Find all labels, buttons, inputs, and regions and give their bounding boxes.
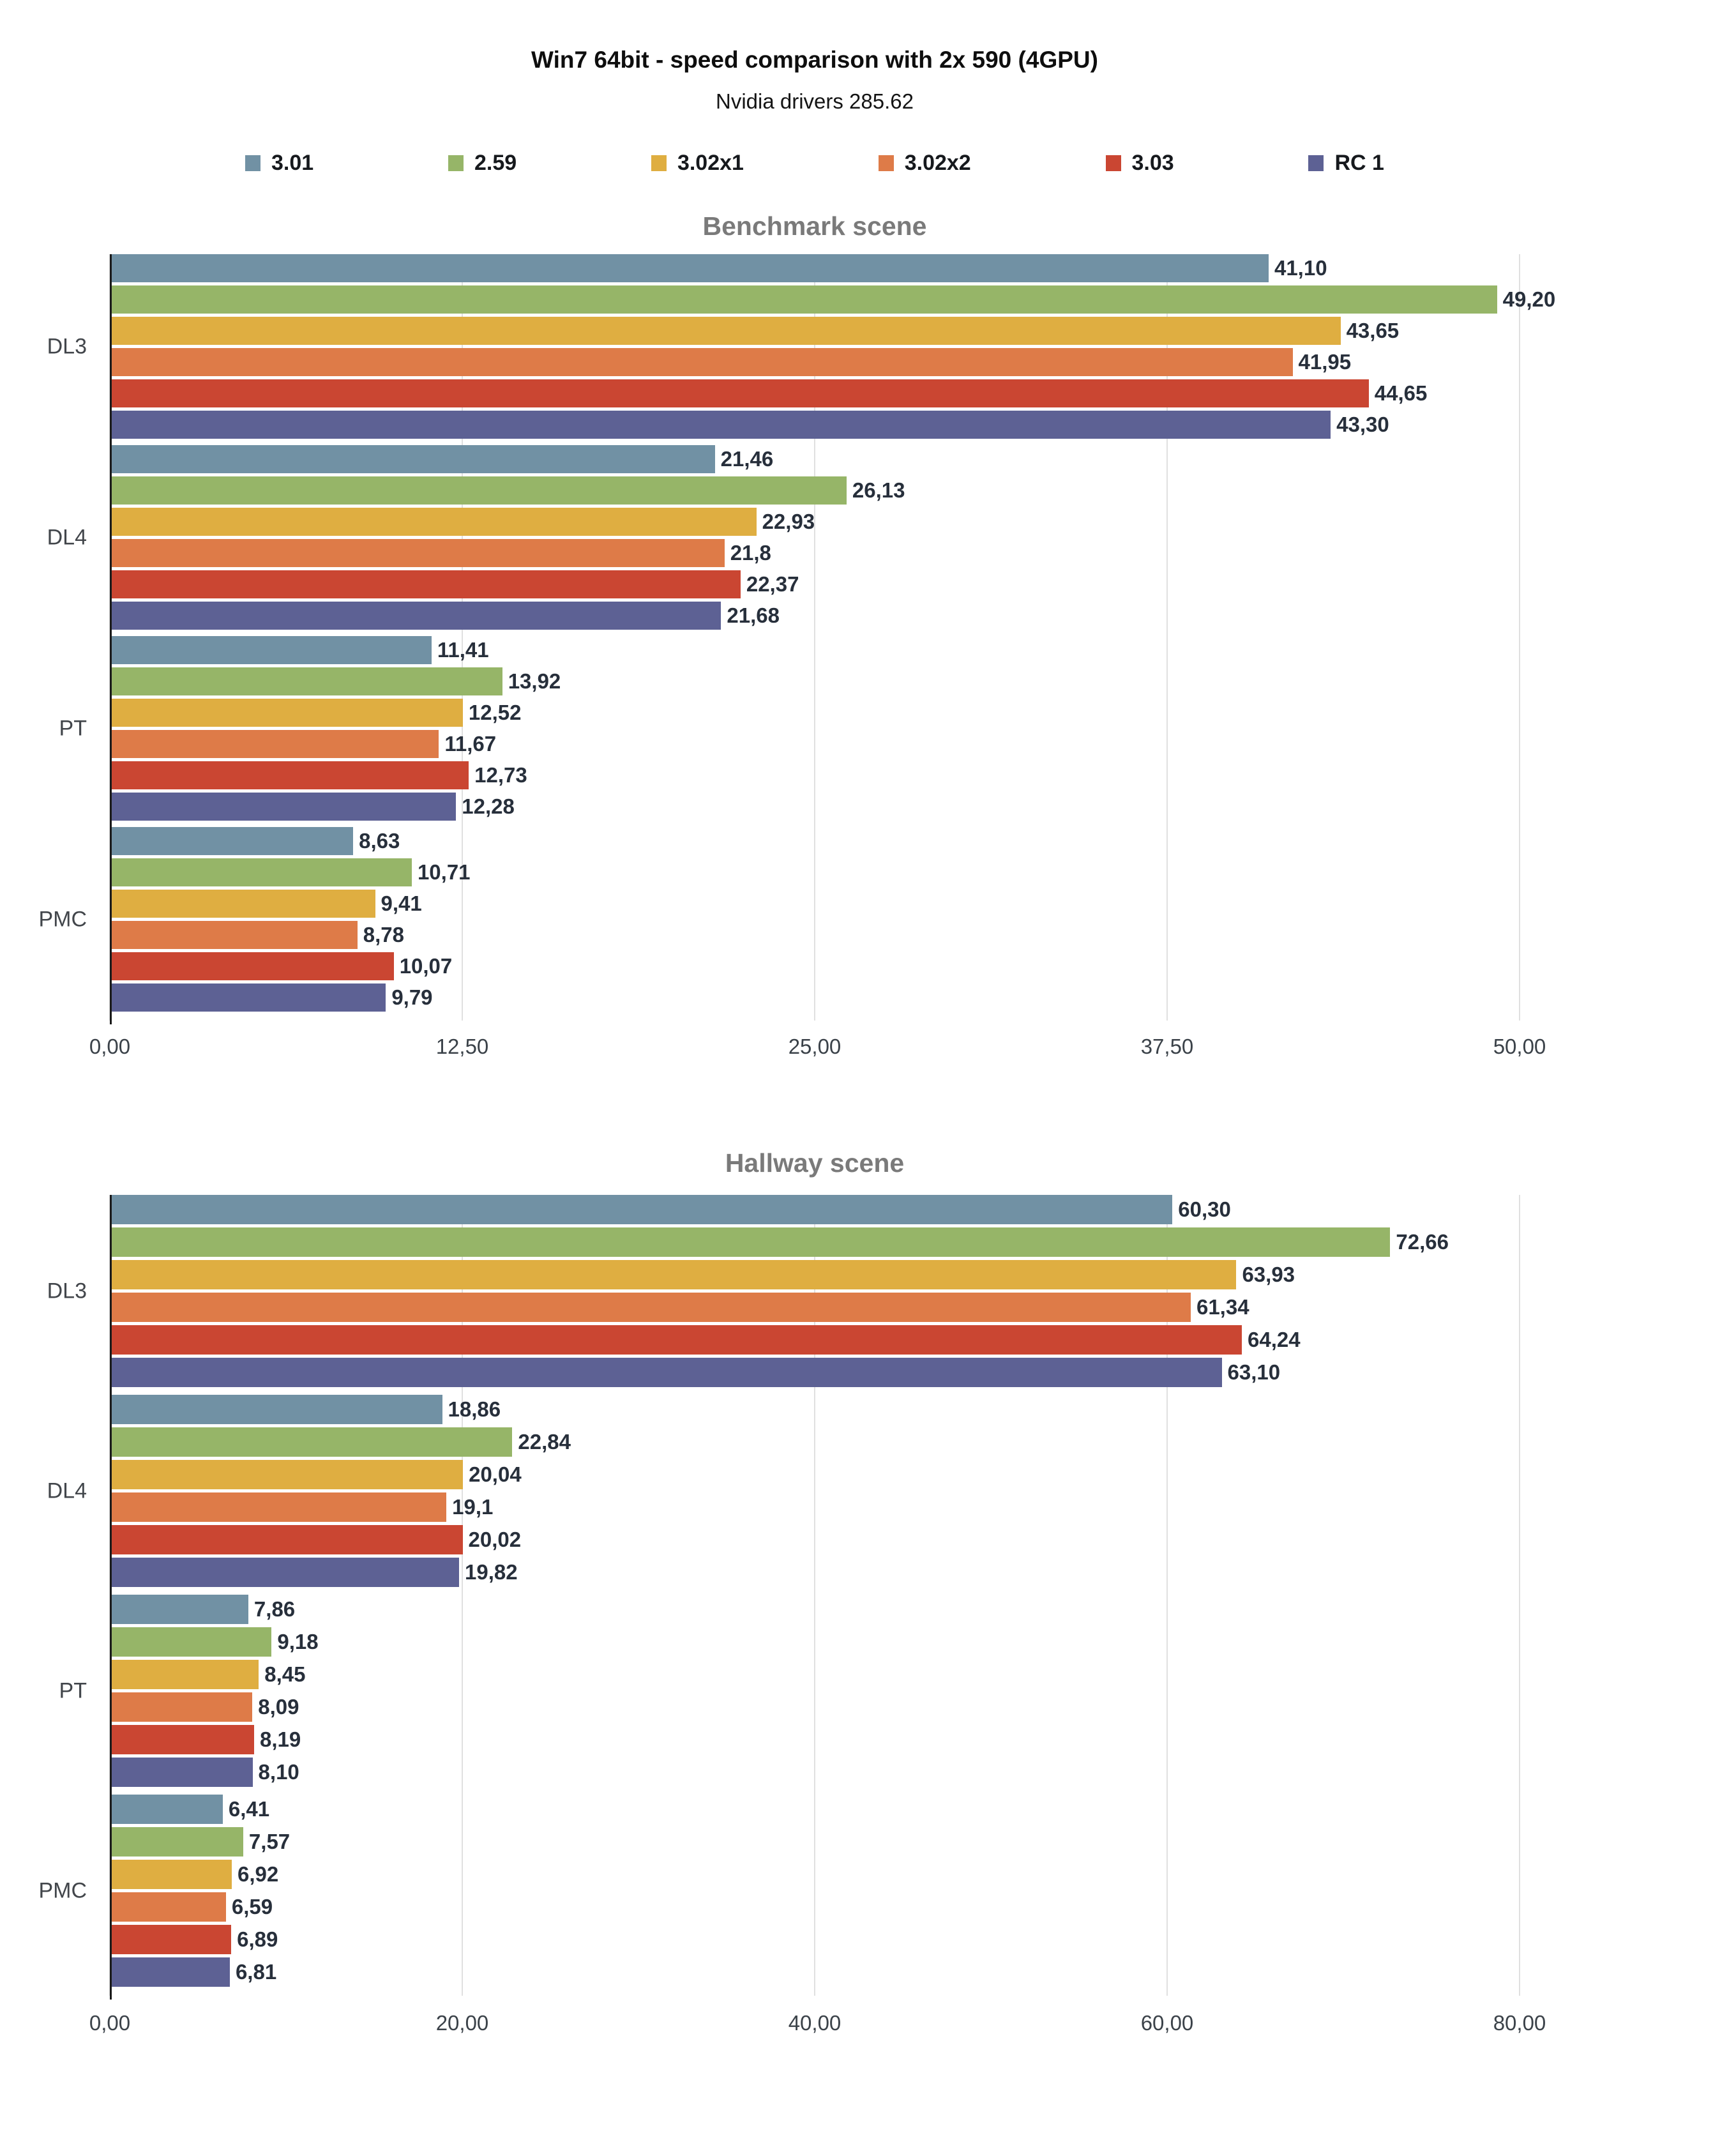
bar-value-label: 7,57 (248, 1830, 291, 1854)
bar-3.02x1 (110, 699, 463, 727)
bar-group-PT (59, 636, 1520, 821)
bar-value-label: 6,59 (231, 1895, 273, 1919)
bar-row (110, 1595, 1520, 1624)
bar-row (110, 1627, 1520, 1657)
bar-row (110, 1293, 1520, 1322)
legend-item (448, 151, 517, 176)
bar-value-label: 61,34 (1196, 1295, 1249, 1319)
bar-value-label: 8,63 (359, 829, 400, 853)
legend-item (245, 151, 313, 176)
bar-3.02x2 (110, 1492, 446, 1522)
bar-group-DL3 (47, 1195, 1520, 1387)
legend-label: 3.02x2 (904, 151, 971, 176)
bar-row (110, 699, 1520, 727)
bar-3.03 (110, 1725, 254, 1754)
bar-value-label: 10,07 (399, 954, 453, 978)
legend-swatch-3.01 (245, 155, 260, 171)
bar-value-label: 13,92 (508, 669, 561, 694)
bar-row (110, 1860, 1520, 1889)
bar-3.01 (110, 445, 715, 473)
bar-row (110, 1725, 1520, 1754)
chart-header (110, 0, 1520, 114)
bar-row (110, 636, 1520, 664)
bar-value-label: 72,66 (1396, 1230, 1449, 1254)
bar-row (110, 983, 1520, 1012)
main-title: Win7 64bit - speed comparison with 2x 590 (4GPU) (531, 47, 1098, 73)
bar-3.02x1 (110, 1660, 259, 1689)
bar-3.03 (110, 1925, 231, 1954)
hallway-plot-area (38, 1195, 1520, 1987)
bar-3.02x2 (110, 1692, 252, 1722)
bar-value-label: 12,28 (462, 794, 515, 819)
bar-row (110, 761, 1520, 789)
bar-row (110, 667, 1520, 695)
bar-RC 1 (110, 983, 386, 1012)
bar-value-label: 26,13 (852, 478, 905, 503)
x-tick-label: 60,00 (1140, 2011, 1194, 2035)
bar-value-label: 6,41 (228, 1797, 270, 1821)
bar-row (110, 317, 1520, 345)
legend-item (1106, 151, 1174, 176)
x-tick-label: 50,00 (1493, 1035, 1546, 1059)
x-tick-label: 40,00 (788, 2011, 842, 2035)
bar-value-label: 8,45 (264, 1662, 306, 1687)
bar-group-PMC (38, 1795, 1520, 1987)
bar-group-DL3 (47, 254, 1556, 439)
bar-value-label: 21,46 (720, 447, 774, 471)
bar-3.02x1 (110, 317, 1341, 345)
y-axis-line (110, 1195, 112, 2000)
bar-value-label: 11,41 (437, 638, 489, 662)
bar-3.01 (110, 1395, 442, 1424)
bar-row (110, 827, 1520, 855)
category-label: DL3 (47, 1279, 87, 1303)
legend-item (651, 151, 744, 176)
bar-value-label: 41,10 (1274, 256, 1327, 280)
bar-3.01 (110, 254, 1269, 282)
bar-3.02x1 (110, 508, 757, 536)
bar-row (110, 858, 1520, 886)
hallway-chart (0, 1148, 1736, 2049)
bar-row (110, 1227, 1520, 1257)
bar-RC 1 (110, 602, 721, 630)
bar-3.02x1 (110, 1860, 232, 1889)
bar-value-label: 9,79 (391, 985, 433, 1010)
legend-label: 3.03 (1131, 151, 1174, 176)
hallway-chart-title: Hallway scene (725, 1148, 905, 1178)
bar-row (110, 379, 1520, 407)
subtitle: Nvidia drivers 285.62 (716, 89, 914, 114)
bar-3.03 (110, 1325, 1242, 1355)
legend-label: RC 1 (1334, 151, 1384, 176)
category-label: PMC (38, 907, 87, 932)
bar-row (110, 1892, 1520, 1922)
bar-RC 1 (110, 1758, 253, 1787)
bar-3.03 (110, 379, 1369, 407)
bar-3.02x2 (110, 1892, 226, 1922)
bar-3.02x2 (110, 730, 439, 758)
bar-value-label: 8,10 (258, 1760, 299, 1784)
x-tick-label: 0,00 (89, 2011, 131, 2035)
bar-value-label: 60,30 (1178, 1197, 1231, 1222)
bar-row (110, 1358, 1520, 1387)
bar-row (110, 1325, 1520, 1355)
x-tick-label: 37,50 (1140, 1035, 1194, 1059)
bar-row (110, 1692, 1520, 1722)
category-label: PMC (38, 1878, 87, 1903)
bar-group-PMC (38, 827, 1520, 1012)
bar-3.02x2 (110, 921, 358, 949)
bar-value-label: 22,84 (518, 1430, 571, 1454)
legend (110, 151, 1520, 176)
bar-value-label: 18,86 (448, 1397, 501, 1422)
bar-row (110, 890, 1520, 918)
bar-RC 1 (110, 1558, 459, 1587)
bar-3.03 (110, 570, 741, 598)
bar-3.02x1 (110, 1260, 1236, 1289)
bar-value-label: 44,65 (1374, 381, 1428, 406)
category-label: DL4 (47, 1478, 87, 1503)
benchmark-plot-area (38, 254, 1556, 1012)
bar-2.59 (110, 1427, 512, 1457)
y-axis-line (110, 254, 112, 1024)
bar-3.02x1 (110, 890, 375, 918)
bar-value-label: 12,73 (474, 763, 527, 787)
x-tick-label: 12,50 (435, 1035, 489, 1059)
x-tick-label: 20,00 (435, 2011, 489, 2035)
bar-row (110, 1925, 1520, 1954)
bar-value-label: 19,82 (465, 1560, 518, 1584)
bar-value-label: 8,09 (258, 1695, 299, 1719)
bar-row (110, 1957, 1520, 1987)
bar-2.59 (110, 285, 1497, 314)
bar-value-label: 21,8 (730, 541, 771, 565)
bar-value-label: 22,93 (762, 510, 815, 534)
bar-value-label: 43,30 (1336, 413, 1389, 437)
bar-value-label: 19,1 (452, 1495, 494, 1519)
bar-value-label: 6,81 (235, 1960, 277, 1984)
bar-row (110, 1427, 1520, 1457)
category-label: PT (59, 716, 87, 741)
bar-row (110, 793, 1520, 821)
bar-row (110, 476, 1520, 505)
bar-2.59 (110, 476, 847, 505)
bar-value-label: 21,68 (727, 604, 780, 628)
bar-row (110, 1260, 1520, 1289)
legend-swatch-3.02x1 (651, 155, 667, 171)
legend-item (879, 151, 971, 176)
bar-row (110, 1492, 1520, 1522)
bar-row (110, 1795, 1520, 1824)
bar-row (110, 1195, 1520, 1224)
bar-value-label: 12,52 (468, 701, 522, 725)
category-label: DL4 (47, 525, 87, 550)
bar-value-label: 8,19 (260, 1728, 301, 1752)
bar-row (110, 1758, 1520, 1787)
benchmark-chart (0, 211, 1736, 1073)
bar-3.02x2 (110, 539, 725, 567)
bar-row (110, 952, 1520, 980)
bar-3.03 (110, 761, 469, 789)
category-label: PT (59, 1678, 87, 1703)
legend-label: 3.01 (271, 151, 314, 176)
bar-row (110, 921, 1520, 949)
bar-RC 1 (110, 411, 1331, 439)
bar-2.59 (110, 1627, 271, 1657)
bar-row (110, 1460, 1520, 1489)
bar-3.02x1 (110, 1460, 463, 1489)
x-tick-label: 80,00 (1493, 2011, 1546, 2035)
category-label: DL3 (47, 334, 87, 359)
legend-label: 2.59 (474, 151, 517, 176)
legend-swatch-RC 1 (1308, 155, 1324, 171)
bar-3.02x2 (110, 348, 1293, 376)
bar-3.01 (110, 1195, 1172, 1224)
bar-value-label: 9,18 (277, 1630, 319, 1654)
bar-value-label: 49,20 (1502, 287, 1556, 312)
bar-value-label: 63,93 (1242, 1263, 1295, 1287)
hallway-x-axis (89, 1994, 1546, 2049)
bar-2.59 (110, 667, 502, 695)
bar-row (110, 285, 1556, 314)
bar-value-label: 63,10 (1227, 1360, 1281, 1385)
bar-RC 1 (110, 793, 456, 821)
bar-value-label: 11,67 (444, 732, 497, 756)
bar-2.59 (110, 858, 412, 886)
bar-value-label: 20,04 (469, 1462, 522, 1487)
bar-2.59 (110, 1827, 243, 1857)
bar-row (110, 1525, 1520, 1554)
bar-row (110, 602, 1520, 630)
legend-label: 3.02x1 (677, 151, 744, 176)
bar-3.01 (110, 827, 353, 855)
bar-row (110, 411, 1520, 439)
legend-swatch-2.59 (448, 155, 464, 171)
bar-3.02x2 (110, 1293, 1191, 1322)
bar-group-DL4 (47, 445, 1520, 630)
bar-row (110, 445, 1520, 473)
bar-group-PT (59, 1595, 1520, 1787)
bar-value-label: 7,86 (253, 1597, 296, 1621)
legend-item (1308, 151, 1384, 176)
bar-value-label: 10,71 (417, 860, 471, 885)
legend-swatch-3.03 (1106, 155, 1121, 171)
bar-row (110, 1558, 1520, 1587)
bar-row (110, 730, 1520, 758)
bar-3.01 (110, 636, 432, 664)
bar-value-label: 6,92 (237, 1862, 279, 1887)
x-tick-label: 25,00 (788, 1035, 842, 1059)
bar-3.03 (110, 1525, 463, 1554)
bar-2.59 (110, 1227, 1390, 1257)
bar-value-label: 64,24 (1248, 1328, 1301, 1352)
bar-3.03 (110, 952, 394, 980)
bar-value-label: 8,78 (363, 923, 404, 947)
bar-row (110, 539, 1520, 567)
benchmark-chart-title: Benchmark scene (702, 211, 927, 241)
bar-row (110, 1660, 1520, 1689)
bar-RC 1 (110, 1957, 230, 1987)
bar-value-label: 6,89 (237, 1927, 278, 1952)
bar-3.01 (110, 1595, 248, 1624)
bar-value-label: 43,65 (1346, 319, 1400, 343)
bar-value-label: 22,37 (746, 572, 799, 596)
bar-value-label: 20,02 (468, 1528, 522, 1552)
benchmark-x-axis (89, 1018, 1546, 1073)
bar-row (110, 570, 1520, 598)
bar-value-label: 9,41 (381, 892, 422, 916)
bar-3.01 (110, 1795, 223, 1824)
legend-swatch-3.02x2 (879, 155, 894, 171)
bar-row (110, 348, 1520, 376)
bar-value-label: 41,95 (1298, 350, 1352, 374)
bar-group-DL4 (47, 1395, 1520, 1587)
x-tick-label: 0,00 (89, 1035, 131, 1059)
bar-row (110, 508, 1520, 536)
bar-row (110, 254, 1520, 282)
bar-row (110, 1827, 1520, 1857)
bar-row (110, 1395, 1520, 1424)
bar-RC 1 (110, 1358, 1222, 1387)
